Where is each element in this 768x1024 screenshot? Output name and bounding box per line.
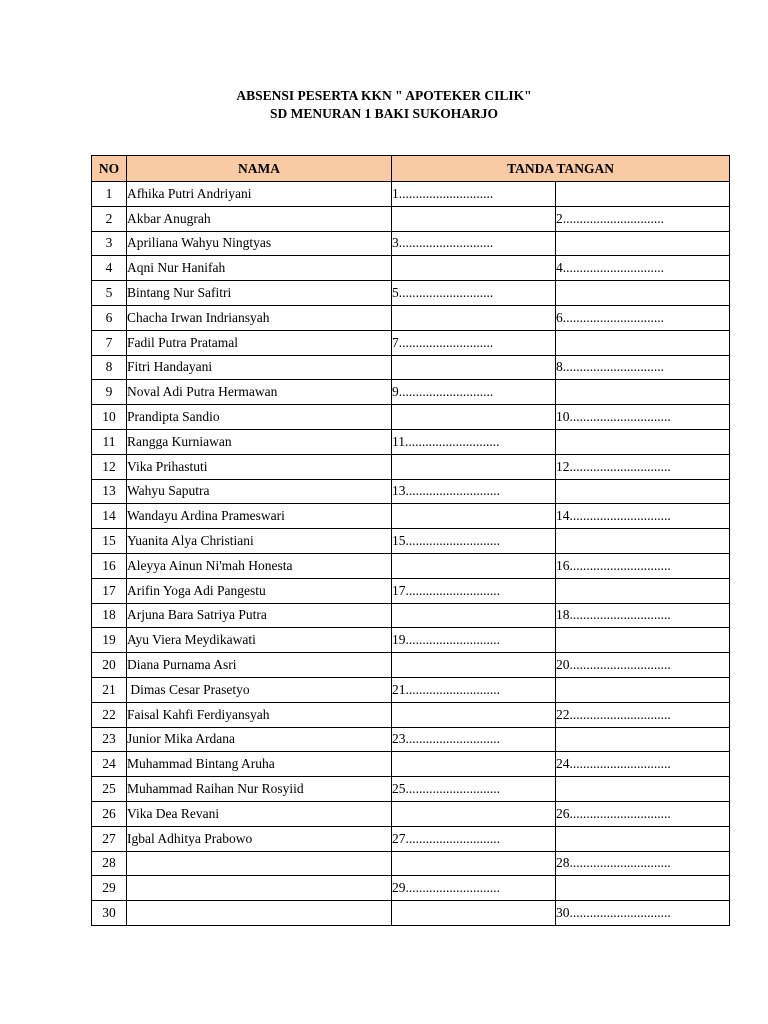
- signature-cell-empty: [392, 801, 556, 826]
- row-number: 22: [92, 702, 127, 727]
- signature-cell-empty: [392, 653, 556, 678]
- signature-line-right: 10..............................: [556, 405, 730, 430]
- participant-name: Wandayu Ardina Prameswari: [127, 504, 392, 529]
- signature-cell-empty: [556, 231, 730, 256]
- signature-line-left: 13............................: [392, 479, 556, 504]
- signature-cell-empty: [556, 628, 730, 653]
- table-row: [92, 727, 730, 752]
- table-row: [92, 777, 730, 802]
- row-number: 14: [92, 504, 127, 529]
- signature-cell-empty: [556, 429, 730, 454]
- table-row: [92, 405, 730, 430]
- signature-cell-empty: [556, 876, 730, 901]
- signature-cell-empty: [392, 901, 556, 926]
- signature-line-left: 29............................: [392, 876, 556, 901]
- signature-cell-empty: [556, 380, 730, 405]
- row-number: 6: [92, 305, 127, 330]
- row-number: 13: [92, 479, 127, 504]
- row-number: 29: [92, 876, 127, 901]
- row-number: 4: [92, 256, 127, 281]
- participant-name: Dimas Cesar Prasetyo: [127, 677, 392, 702]
- participant-name: Vika Dea Revani: [127, 801, 392, 826]
- row-number: 2: [92, 206, 127, 231]
- signature-line-right: 18..............................: [556, 603, 730, 628]
- signature-cell-empty: [392, 256, 556, 281]
- table-row: [92, 826, 730, 851]
- title-line-1: ABSENSI PESERTA KKN " APOTEKER CILIK": [236, 88, 532, 103]
- row-number: 20: [92, 653, 127, 678]
- table-row: [92, 628, 730, 653]
- participant-name: Igbal Adhitya Prabowo: [127, 826, 392, 851]
- table-row: [92, 901, 730, 926]
- participant-name: Aleyya Ainun Ni'mah Honesta: [127, 553, 392, 578]
- participant-name: Ayu Viera Meydikawati: [127, 628, 392, 653]
- participant-name: Diana Purnama Asri: [127, 653, 392, 678]
- signature-line-right: 2..............................: [556, 206, 730, 231]
- signature-cell-empty: [556, 777, 730, 802]
- signature-cell-empty: [392, 702, 556, 727]
- participant-name: [127, 876, 392, 901]
- participant-name: Junior Mika Ardana: [127, 727, 392, 752]
- table-row: [92, 429, 730, 454]
- table-row: [92, 876, 730, 901]
- attendance-table: [91, 155, 730, 926]
- row-number: 8: [92, 355, 127, 380]
- row-number: 27: [92, 826, 127, 851]
- table-row: [92, 231, 730, 256]
- table-row: [92, 504, 730, 529]
- signature-cell-empty: [392, 851, 556, 876]
- participant-name: [127, 901, 392, 926]
- row-number: 30: [92, 901, 127, 926]
- table-row: [92, 603, 730, 628]
- signature-line-right: 22..............................: [556, 702, 730, 727]
- header-tanda-tangan: TANDA TANGAN: [392, 156, 730, 182]
- participant-name: Prandipta Sandio: [127, 405, 392, 430]
- title-line-2: SD MENURAN 1 BAKI SUKOHARJO: [269, 106, 499, 121]
- signature-cell-empty: [556, 479, 730, 504]
- table-row: [92, 330, 730, 355]
- participant-name: Akbar Anugrah: [127, 206, 392, 231]
- participant-name: Faisal Kahfi Ferdiyansyah: [127, 702, 392, 727]
- table-row: [92, 281, 730, 306]
- participant-name: Rangga Kurniawan: [127, 429, 392, 454]
- participant-name: Fadil Putra Pratamal: [127, 330, 392, 355]
- table-row: [92, 380, 730, 405]
- row-number: 10: [92, 405, 127, 430]
- participant-name: Wahyu Saputra: [127, 479, 392, 504]
- row-number: 23: [92, 727, 127, 752]
- signature-cell-empty: [556, 281, 730, 306]
- row-number: 16: [92, 553, 127, 578]
- signature-line-left: 21............................: [392, 677, 556, 702]
- signature-line-right: 4..............................: [556, 256, 730, 281]
- row-number: 21: [92, 677, 127, 702]
- table-row: [92, 529, 730, 554]
- participant-name: Arifin Yoga Adi Pangestu: [127, 578, 392, 603]
- signature-cell-empty: [392, 504, 556, 529]
- row-number: 15: [92, 529, 127, 554]
- table-row: [92, 653, 730, 678]
- signature-line-right: 12..............................: [556, 454, 730, 479]
- participant-name: Yuanita Alya Christiani: [127, 529, 392, 554]
- document-title: [0, 87, 768, 123]
- row-number: 11: [92, 429, 127, 454]
- signature-line-right: 30..............................: [556, 901, 730, 926]
- signature-cell-empty: [556, 677, 730, 702]
- participant-name: Fitri Handayani: [127, 355, 392, 380]
- row-number: 17: [92, 578, 127, 603]
- table-row: [92, 553, 730, 578]
- signature-line-left: 15............................: [392, 529, 556, 554]
- table-row: [92, 454, 730, 479]
- table-row: [92, 479, 730, 504]
- table-body: [92, 182, 730, 926]
- signature-line-right: 26..............................: [556, 801, 730, 826]
- participant-name: Aqni Nur Hanifah: [127, 256, 392, 281]
- row-number: 12: [92, 454, 127, 479]
- table-row: [92, 801, 730, 826]
- table-row: [92, 305, 730, 330]
- signature-line-right: 28..............................: [556, 851, 730, 876]
- participant-name: Afhika Putri Andriyani: [127, 182, 392, 207]
- row-number: 18: [92, 603, 127, 628]
- signature-cell-empty: [392, 553, 556, 578]
- participant-name: Noval Adi Putra Hermawan: [127, 380, 392, 405]
- row-number: 5: [92, 281, 127, 306]
- header-row: [92, 156, 730, 182]
- signature-cell-empty: [556, 727, 730, 752]
- header-no: NO: [92, 156, 127, 182]
- participant-name: Muhammad Raihan Nur Rosyiid: [127, 777, 392, 802]
- header-nama: NAMA: [127, 156, 392, 182]
- table-row: [92, 702, 730, 727]
- signature-line-right: 14..............................: [556, 504, 730, 529]
- signature-line-left: 17............................: [392, 578, 556, 603]
- signature-cell-empty: [556, 826, 730, 851]
- table-row: [92, 256, 730, 281]
- table-row: [92, 677, 730, 702]
- table-row: [92, 851, 730, 876]
- signature-line-left: 9............................: [392, 380, 556, 405]
- signature-cell-empty: [556, 330, 730, 355]
- participant-name: [127, 851, 392, 876]
- signature-line-left: 3............................: [392, 231, 556, 256]
- row-number: 24: [92, 752, 127, 777]
- signature-cell-empty: [392, 405, 556, 430]
- signature-cell-empty: [556, 529, 730, 554]
- row-number: 3: [92, 231, 127, 256]
- row-number: 28: [92, 851, 127, 876]
- signature-cell-empty: [556, 578, 730, 603]
- signature-cell-empty: [392, 454, 556, 479]
- signature-line-right: 6..............................: [556, 305, 730, 330]
- participant-name: Bintang Nur Safitri: [127, 281, 392, 306]
- participant-name: Apriliana Wahyu Ningtyas: [127, 231, 392, 256]
- signature-line-left: 19............................: [392, 628, 556, 653]
- signature-line-right: 8..............................: [556, 355, 730, 380]
- signature-line-left: 7............................: [392, 330, 556, 355]
- table-row: [92, 578, 730, 603]
- participant-name: Chacha Irwan Indriansyah: [127, 305, 392, 330]
- signature-line-left: 5............................: [392, 281, 556, 306]
- participant-name: Vika Prihastuti: [127, 454, 392, 479]
- signature-cell-empty: [392, 603, 556, 628]
- signature-line-left: 11............................: [392, 429, 556, 454]
- signature-line-left: 1............................: [392, 182, 556, 207]
- table-row: [92, 752, 730, 777]
- row-number: 7: [92, 330, 127, 355]
- row-number: 9: [92, 380, 127, 405]
- row-number: 26: [92, 801, 127, 826]
- signature-cell-empty: [392, 305, 556, 330]
- signature-line-left: 23............................: [392, 727, 556, 752]
- signature-cell-empty: [392, 355, 556, 380]
- signature-line-left: 27............................: [392, 826, 556, 851]
- signature-cell-empty: [392, 206, 556, 231]
- table-row: [92, 182, 730, 207]
- signature-line-right: 16..............................: [556, 553, 730, 578]
- participant-name: Arjuna Bara Satriya Putra: [127, 603, 392, 628]
- signature-line-right: 20..............................: [556, 653, 730, 678]
- row-number: 25: [92, 777, 127, 802]
- signature-cell-empty: [392, 752, 556, 777]
- table-row: [92, 206, 730, 231]
- signature-cell-empty: [556, 182, 730, 207]
- signature-line-right: 24..............................: [556, 752, 730, 777]
- table-row: [92, 355, 730, 380]
- row-number: 1: [92, 182, 127, 207]
- signature-line-left: 25............................: [392, 777, 556, 802]
- row-number: 19: [92, 628, 127, 653]
- participant-name: Muhammad Bintang Aruha: [127, 752, 392, 777]
